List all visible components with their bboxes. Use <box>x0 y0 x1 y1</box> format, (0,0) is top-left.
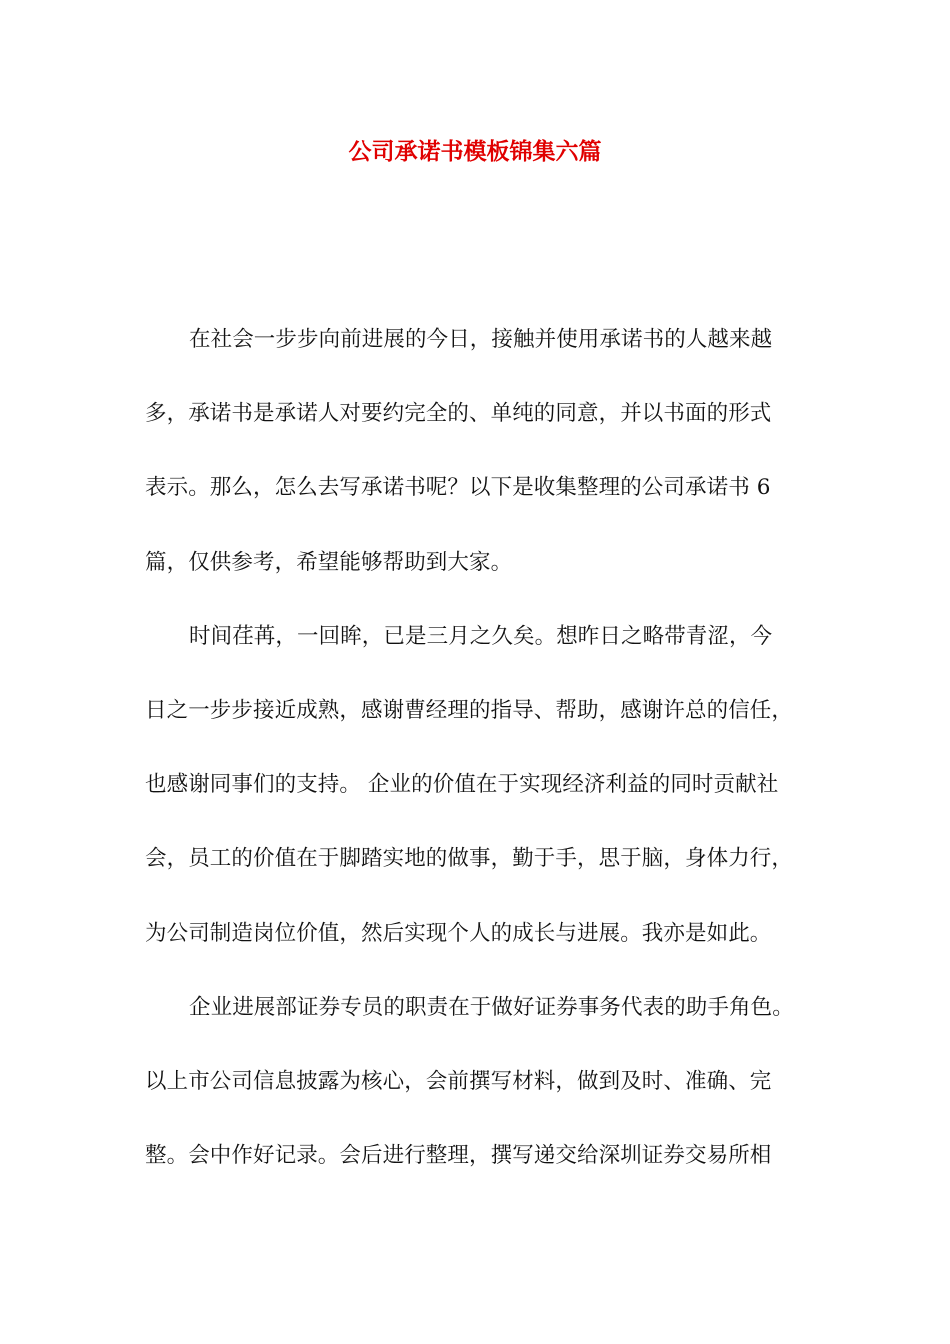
text-line: 企业进展部证券专员的职责在于做好证券事务代表的助手角色。 <box>189 994 794 1020</box>
text-line: 篇，仅供参考，希望能够帮助到大家。 <box>145 549 513 575</box>
text-line: 时间荏苒，一回眸，已是三月之久矣。想昨日之略带青涩，今 <box>189 623 773 649</box>
text-line: 也感谢同事们的支持。 企业的价值在于实现经济利益的同时贡献社 <box>145 772 779 798</box>
document-body <box>145 320 813 1210</box>
text-line: 多，承诺书是承诺人对要约完全的、单纯的同意，并以书面的形式 <box>145 401 772 427</box>
text-line: 以上市公司信息披露为核心，会前撰写材料，做到及时、准确、完 <box>145 1068 772 1094</box>
text-line: 日之一步步接近成熟，感谢曹经理的指导、帮助，感谢许总的信任， <box>145 697 794 723</box>
text-line: 表示。那么，怎么去写承诺书呢？以下是收集整理的公司承诺书 6 <box>145 475 771 501</box>
text-line: 会，员工的价值在于脚踏实地的做事，勤于手，思于脑，身体力行， <box>145 846 794 872</box>
text-line: 为公司制造岗位价值，然后实现个人的成长与进展。我亦是如此。 <box>145 920 772 946</box>
text-line: 在社会一步步向前进展的今日，接触并使用承诺书的人越来越 <box>189 327 773 352</box>
document-title: 公司承诺书模板锦集六篇 <box>348 139 602 165</box>
text-line: 整。会中作好记录。会后进行整理，撰写递交给深圳证券交易所相 <box>145 1143 772 1169</box>
